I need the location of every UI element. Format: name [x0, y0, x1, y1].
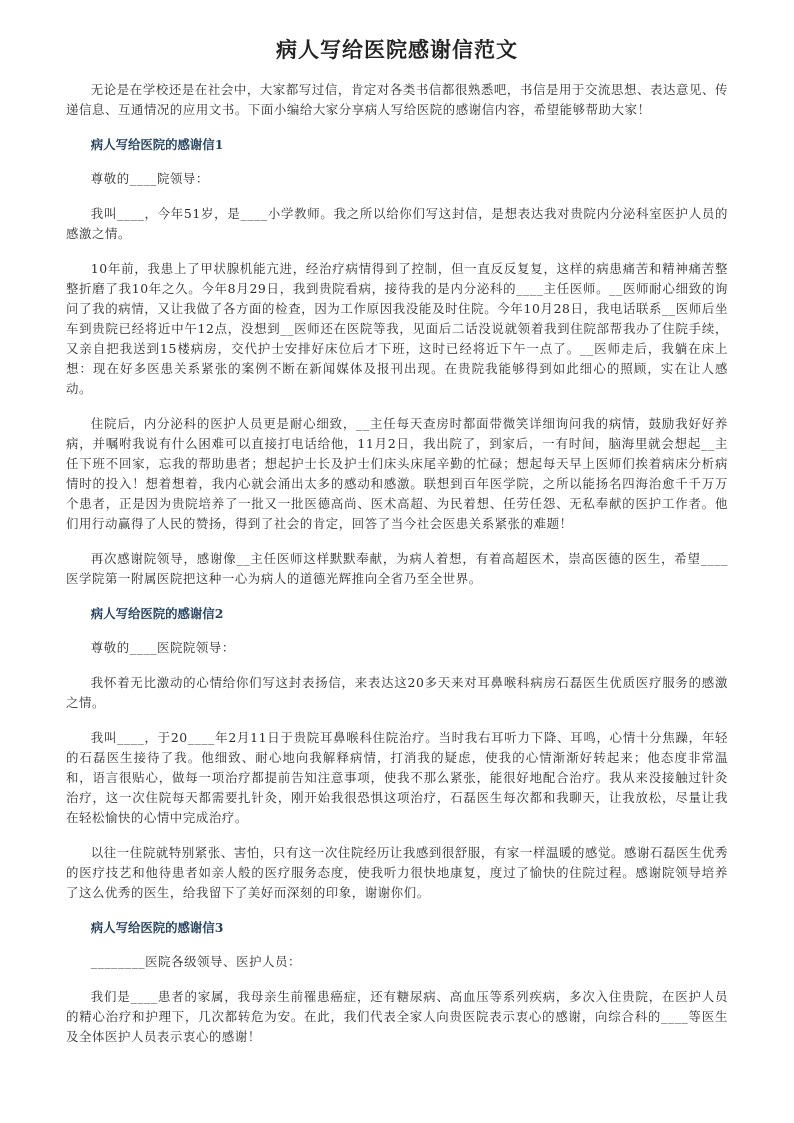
letter3-paragraph: 我们是____患者的家属，我母亲生前罹患癌症，还有糖尿病、高血压等系列疾病，多次入住贵院，在医护人员的精心治疗和护理下，几次都转危为安。在此，我们代表全家人向贵医院表示衷心的感谢，向综合科的____等医生及全体医护人员表示衷心的感谢！	[66, 989, 728, 1044]
letter1-paragraph: 我叫____，今年51岁，是____小学教师。我之所以给你们写这封信，是想表达我对贵院内分泌科室医护人员的感激之情。	[66, 206, 728, 241]
letter2-salutation: 尊敬的____医院院领导：	[90, 640, 235, 655]
page-title: 病人写给医院感谢信范文	[276, 38, 518, 62]
letter2-paragraph: 我怀着无比激动的心情给你们写这封表扬信，来表达这20多天来对耳鼻喉科病房石磊医生优质医疗服务的感激之情。	[66, 675, 728, 710]
letter1-paragraph: 住院后，内分泌科的医护人员更是耐心细致，__主任每天查房时都面带微笑详细询问我的病情，鼓励我好好养病，并嘱咐我说有什么困难可以直接打电话给他，11月2日，我出院了，到家后，一有时间，脑海里就会想起__主任下班不回家，忘我的帮助患者；想起护士长及护士们床头床尾辛勤的忙碌；想起每天早上医师们挨着病床分析病情时的投入！想着想着，我内心就会涌出太多的感动和感激。联想到百年医学院，之所以能扬名四海治愈千千万万个患者，正是因为贵院培养了一批又一批医德高尚、医术高超、为民着想、任劳任怨、无私奉献的医护工作者。他们用行动赢得了人民的赞扬，得到了社会的肯定，回答了当今社会医患关系紧张的难题！	[66, 416, 728, 531]
letter2-paragraph: 以往一住院就特别紧张、害怕，只有这一次住院经历让我感到很舒服，有家一样温暖的感觉。感谢石磊医生优秀的医疗技艺和他待患者如亲人般的医疗服务态度，使我听力很快地康复，度过了愉快的住院过程。感谢院领导培养了这么优秀的医生，给我留下了美好而深刻的印象，谢谢你们。	[66, 845, 728, 900]
letter2-paragraph: 我叫____，于20____年2月11日于贵院耳鼻喉科住院治疗。当时我右耳听力下降、耳鸣，心情十分焦躁，年轻的石磊医生接待了我。他细致、耐心地向我解释病情，打消我的疑虑，使我的心情渐渐好转起来；他态度非常温和，语言很贴心，做每一项治疗都提前告知注意事项，使我不那么紧张，能很好地配合治疗。我从来没接触过针灸治疗，这一次住院每天都需要扎针灸，刚开始我很恐惧这项治疗，石磊医生每次都和我聊天，让我放松，尽量让我在轻松愉快的心情中完成治疗。	[66, 730, 728, 825]
letter1-paragraph: 10年前，我患上了甲状腺机能亢进，经治疗病情得到了控制，但一直反反复复，这样的病患痛苦和精神痛苦整整折磨了我10年之久。今年8月29日，我到贵院看病，接待我的是内分泌科的____主任医师。__医师耐心细致的询问了我的病情，又让我做了各方面的检查，因为工作原因我没能及时住院。今年10月28日，我电话联系__医师后坐车到贵院已经将近中午12点，没想到__医师还在医院等我，见面后二话没说就领着我到住院部帮我办了住院手续，又亲自把我送到15楼病房，交代护士安排好床位后才下班，这时已经将近下午一点了。__医师走后，我躺在床上想：现在好多医患关系紧张的案例不断在新闻媒体及报刊出现。在贵院我能够得到如此细心的照顾，实在让人感动。	[66, 261, 728, 396]
letter1-salutation: 尊敬的____院领导：	[90, 171, 209, 186]
letter3-heading: 病人写给医院的感谢信3	[90, 920, 224, 935]
letter3-salutation: ________医院各级领导、医护人员：	[90, 954, 302, 969]
letter2-heading: 病人写给医院的感谢信2	[90, 606, 224, 621]
letter1-heading: 病人写给医院的感谢信1	[90, 137, 224, 152]
intro-paragraph: 无论是在学校还是在社会中，大家都写过信，肯定对各类书信都很熟悉吧，书信是用于交流思想、表达意见、传递信息、互通情况的应用文书。下面小编给大家分享病人写给医院的感谢信内容，希望能够帮助大家！	[66, 82, 728, 117]
letter1-paragraph: 再次感谢院领导，感谢像__主任医师这样默默奉献，为病人着想，有着高超医术，崇高医德的医生，希望____医学院第一附属医院把这种一心为病人的道德光辉推向全省乃至全世界。	[66, 551, 728, 586]
